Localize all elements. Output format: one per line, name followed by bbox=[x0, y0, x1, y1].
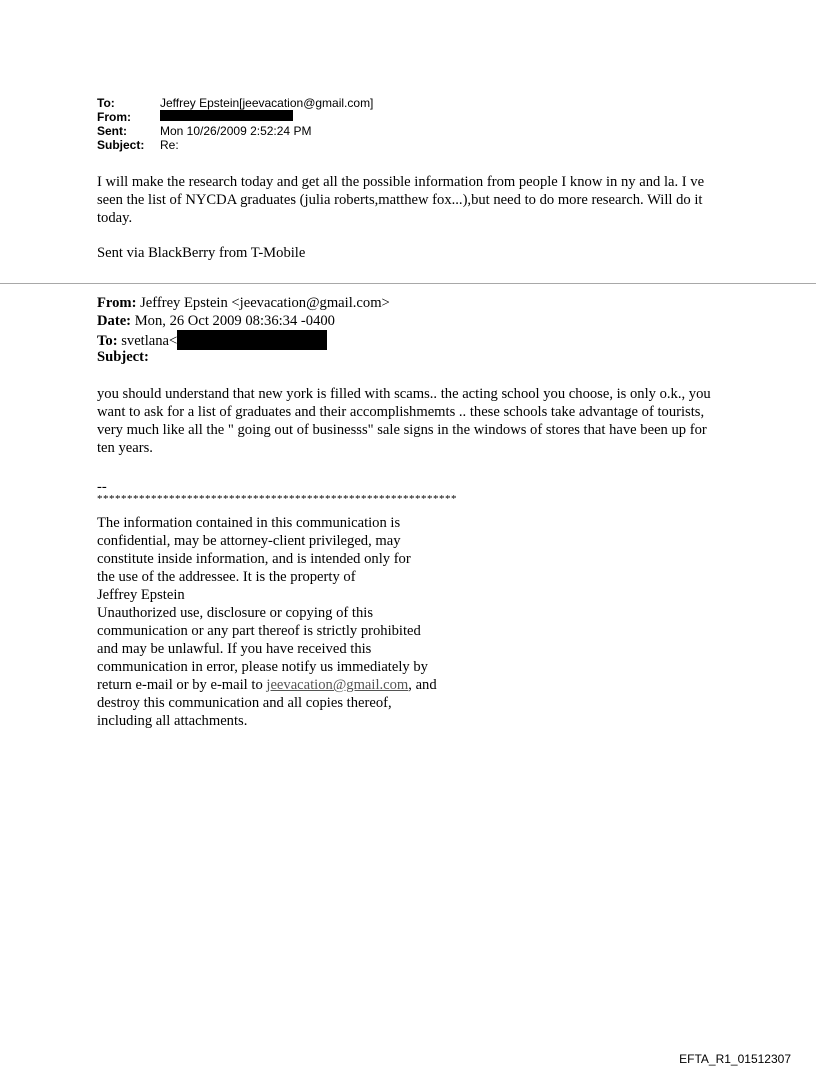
quoted-subject-row bbox=[97, 348, 390, 366]
sent-value: Mon 10/26/2009 2:52:24 PM bbox=[160, 124, 312, 138]
to-redaction bbox=[177, 330, 327, 350]
email-suffix: , and bbox=[408, 677, 437, 693]
subject-value: Re: bbox=[160, 138, 179, 152]
quoted-to-row bbox=[97, 330, 390, 348]
from-label: From: bbox=[97, 110, 131, 124]
to-row bbox=[97, 96, 373, 110]
disclaimer-line: communication in error, please notify us immediately by bbox=[97, 659, 428, 675]
disclaimer-line: The information contained in this communication is bbox=[97, 515, 401, 531]
disclaimer-line: communication or any part thereof is strictly prohibited bbox=[97, 623, 421, 639]
quoted-body: you should understand that new york is filled with scams.. the acting school you choose, is only o.k., you want to ask for a list of graduates and their accomplishmemts .. these schools take advantage of tourists, very much like all the " going out of businesss" sale signs in the windows of stores that have been up for ten years. bbox=[97, 386, 711, 456]
quoted-from-label: From: bbox=[97, 295, 137, 311]
disclaimer-line: destroy this communication and all copies thereof, bbox=[97, 695, 392, 711]
to-label: To: bbox=[97, 96, 115, 110]
disclaimer-email-line bbox=[97, 676, 437, 694]
message-divider bbox=[0, 283, 816, 284]
quoted-date-label: Date: bbox=[97, 313, 132, 329]
email-link[interactable]: jeevacation@gmail.com bbox=[266, 677, 409, 693]
quoted-to-label: To: bbox=[97, 333, 118, 349]
subject-label: Subject: bbox=[97, 138, 145, 152]
disclaimer-line: Unauthorized use, disclosure or copying of this bbox=[97, 605, 374, 621]
disclaimer-line: confidential, may be attorney-client privileged, may bbox=[97, 533, 401, 549]
subject-row bbox=[97, 138, 373, 152]
signature-dashes: -- bbox=[97, 479, 107, 495]
email-prefix: return e-mail or by e-mail to bbox=[97, 677, 267, 693]
sent-label: Sent: bbox=[97, 124, 127, 138]
quoted-subject-label: Subject: bbox=[97, 349, 149, 365]
email-header bbox=[97, 96, 373, 152]
signature-stars: ************************************************************ bbox=[97, 493, 457, 505]
disclaimer-line: constitute inside information, and is intended only for bbox=[97, 551, 411, 567]
disclaimer-line: the use of the addressee. It is the property of bbox=[97, 569, 356, 585]
quoted-to-value: svetlana< bbox=[121, 333, 178, 349]
from-row bbox=[97, 110, 373, 124]
reply-body: I will make the research today and get all the possible information from people I know in ny and la. I ve seen the list of NYCDA graduates (julia roberts,matthew fox...),but need to do more research. Will do it today. bbox=[97, 174, 705, 226]
confidentiality-disclaimer bbox=[97, 514, 437, 730]
from-redaction bbox=[160, 110, 293, 121]
quoted-from-value: Jeffrey Epstein <jeevacation@gmail.com> bbox=[140, 295, 390, 311]
reply-signature: Sent via BlackBerry from T-Mobile bbox=[97, 245, 306, 261]
disclaimer-line: Jeffrey Epstein bbox=[97, 587, 185, 603]
document-id: EFTA_R1_01512307 bbox=[679, 1052, 791, 1066]
quoted-date-value: Mon, 26 Oct 2009 08:36:34 -0400 bbox=[134, 313, 335, 329]
quoted-header bbox=[97, 294, 390, 366]
disclaimer-line: including all attachments. bbox=[97, 713, 248, 729]
to-value: Jeffrey Epstein[jeevacation@gmail.com] bbox=[160, 96, 374, 110]
disclaimer-line: and may be unlawful. If you have received this bbox=[97, 641, 372, 657]
quoted-date-row bbox=[97, 312, 390, 330]
sent-row bbox=[97, 124, 373, 138]
quoted-from-row bbox=[97, 294, 390, 312]
